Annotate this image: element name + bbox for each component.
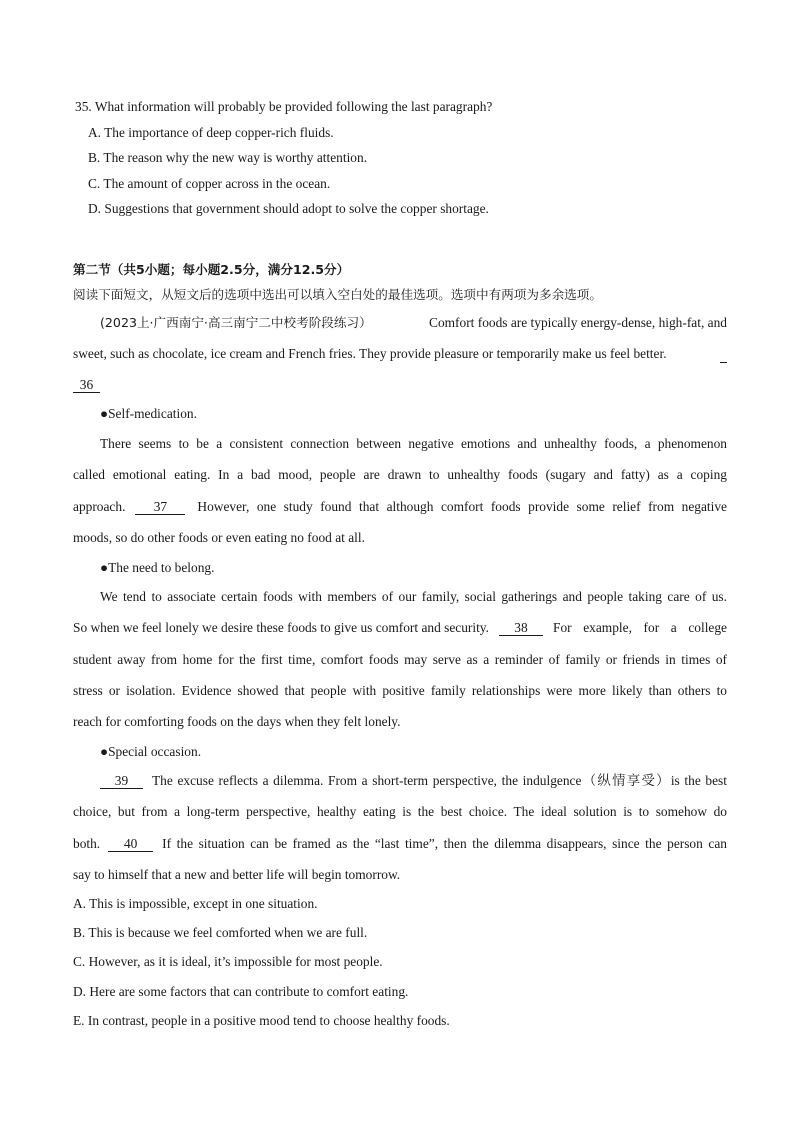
- paragraph-2-line-4: stress or isolation. Evidence showed that people with positive family relationships were more likely than others to: [73, 683, 727, 698]
- heading-special-occasion: ●Special occasion.: [100, 744, 202, 759]
- paragraph-2-line-2: [73, 619, 727, 637]
- paragraph-1-line-3: [73, 498, 727, 516]
- heading-self-medication: ●Self-medication.: [100, 406, 197, 421]
- paragraph-1-line-4: moods, so do other foods or even eating no food at all.: [73, 530, 365, 545]
- blank-39[interactable]: 39: [100, 773, 143, 789]
- option-c: C. However, as it is ideal, it’s impossible for most people.: [73, 954, 383, 969]
- paragraph-3-line-3-post: If the situation can be framed as the “last time”, then the dilemma disappears, since the person can: [162, 836, 727, 851]
- question-35-option-b: B. The reason why the new way is worthy attention.: [88, 150, 368, 165]
- paragraph-1-line-3-pre: approach.: [73, 499, 126, 514]
- blank-38[interactable]: 38: [499, 620, 543, 636]
- source-note: (2023上·广西南宁·高三南宁二中校考阶段练习）: [100, 315, 372, 330]
- paragraph-1-line-3-post: However, one study found that although comfort foods provide some relief from negative: [197, 499, 727, 514]
- paragraph-1-line-2: called emotional eating. In a bad mood, people are drawn to unhealthy foods (sugary and fatty) as a coping: [73, 467, 727, 482]
- blank-40[interactable]: 40: [108, 836, 153, 852]
- question-35-option-d: D. Suggestions that government should adopt to solve the copper shortage.: [88, 201, 489, 216]
- option-b: B. This is because we feel comforted when we are full.: [73, 925, 368, 940]
- intro-line-2-text: sweet, such as chocolate, ice cream and French fries. They provide pleasure or temporarily make us feel better.: [73, 346, 667, 361]
- intro-line-2: [73, 345, 727, 363]
- paragraph-3-line-2: choice, but from a long-term perspective, healthy eating is the best choice. The ideal solution is to somehow do: [73, 804, 727, 819]
- question-35-stem: 35. What information will probably be provided following the last paragraph?: [75, 99, 493, 114]
- intro-line-1-text: Comfort foods are typically energy-dense, high-fat, and: [429, 315, 727, 330]
- paragraph-2-line-3: student away from home for the first time, comfort foods may serve as a reminder of family or friends in times of: [73, 652, 727, 667]
- paragraph-2-line-5: reach for comforting foods on the days when they felt lonely.: [73, 714, 401, 729]
- paragraph-2-line-1: We tend to associate certain foods with members of our family, social gatherings and people taking care of us.: [100, 589, 727, 604]
- paragraph-2-line-2-pre: So when we feel lonely we desire these foods to give us comfort and security.: [73, 620, 489, 635]
- question-35-option-c: C. The amount of copper across in the ocean.: [88, 176, 331, 191]
- intro-line-1: [100, 314, 727, 332]
- section-heading: 第二节（共5小题；每小题2.5分，满分12.5分）: [73, 262, 350, 277]
- option-a: A. This is impossible, except in one situation.: [73, 896, 318, 911]
- option-e: E. In contrast, people in a positive mood tend to choose healthy foods.: [73, 1013, 450, 1028]
- blank-36-line: [73, 376, 100, 394]
- paragraph-1-line-1: There seems to be a consistent connection between negative emotions and unhealthy foods, a phenomenon: [100, 436, 727, 451]
- section-instruction: 阅读下面短文，从短文后的选项中选出可以填入空白处的最佳选项。选项中有两项为多余选项。: [73, 287, 602, 302]
- blank-36[interactable]: 36: [73, 377, 100, 393]
- option-d: D. Here are some factors that can contribute to comfort eating.: [73, 984, 409, 999]
- paragraph-3-line-3-pre: both.: [73, 836, 101, 851]
- paragraph-3-line-3: [73, 835, 727, 853]
- question-35-option-a: A. The importance of deep copper-rich fluids.: [88, 125, 334, 140]
- paragraph-2-line-2-post: For example, for a college: [553, 620, 727, 635]
- paragraph-3-line-1: [100, 772, 727, 790]
- blank-37[interactable]: 37: [135, 499, 185, 515]
- paragraph-3-line-1-post: The excuse reflects a dilemma. From a short-term perspective, the indulgence（纵情享受）is the best: [152, 773, 727, 788]
- heading-need-to-belong: ●The need to belong.: [100, 560, 215, 575]
- paragraph-3-line-4: say to himself that a new and better life will begin tomorrow.: [73, 867, 401, 882]
- blank-36-lead: [720, 345, 727, 363]
